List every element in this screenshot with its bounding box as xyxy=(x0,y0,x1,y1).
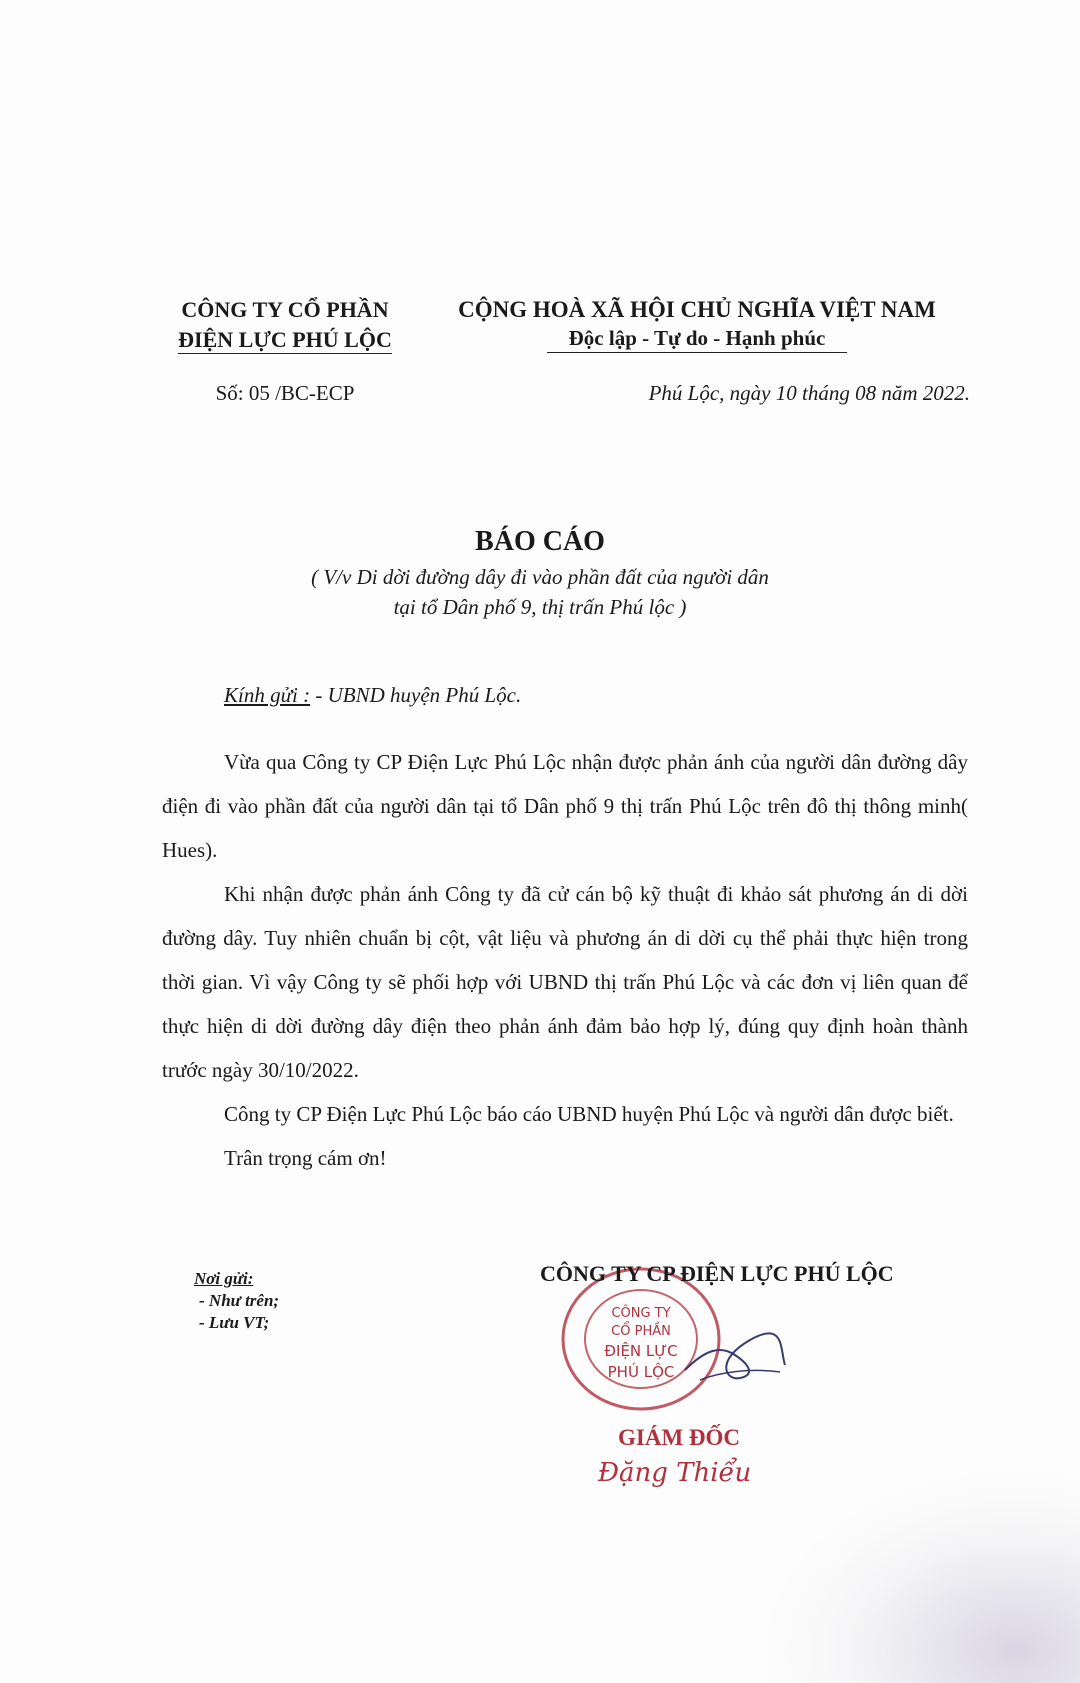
stamp-text-line: PHÚ LỘC xyxy=(607,1363,675,1381)
subtitle-line-1: ( V/v Di dời đường dây đi vào phần đất của người dân xyxy=(311,565,769,589)
recipient-line xyxy=(224,683,521,708)
body-paragraph: Khi nhận được phản ánh Công ty đã cử cán bộ kỹ thuật đi khảo sát phương án di dời đường dây. Tuy nhiên chuẩn bị cột, vật liệu và phương án di dời cụ thể phải thực hiện trong thời gian. Vì vậy Công ty sẽ phối hợp với UBND thị trấn Phú Lộc và các đơn vị liên quan để thực hiện di dời đường dây điện theo phản ánh đảm bảo hợp lý, đúng quy định hoàn thành trước ngày 30/10/2022. xyxy=(162,882,968,1082)
distribution-label: Nơi gửi: xyxy=(194,1269,254,1288)
document-subtitle xyxy=(0,562,1080,622)
photo-shadow xyxy=(760,1470,1080,1683)
distribution-item: - Như trên; xyxy=(199,1291,280,1310)
distribution-item: - Lưu VT; xyxy=(199,1313,270,1332)
stamp-text-line: CÔNG TY xyxy=(611,1306,671,1321)
organization-header xyxy=(150,295,420,355)
handwritten-signature xyxy=(680,1320,790,1390)
document-title: BÁO CÁO xyxy=(475,526,605,557)
recipient-label: Kính gửi : xyxy=(224,683,311,707)
body-text xyxy=(162,740,968,1180)
stamp-text-line: CỔ PHẦN xyxy=(611,1324,671,1339)
org-line-1: CÔNG TY CỔ PHẦN xyxy=(181,297,389,322)
national-header xyxy=(432,295,962,356)
recipient-value: - UBND huyện Phú Lộc. xyxy=(310,683,522,707)
signature-company: CÔNG TY CP ĐIỆN LỰC PHÚ LỘC xyxy=(540,1261,894,1286)
signer-name: Đặng Thiểu xyxy=(598,1458,752,1488)
document-date: Phú Lộc, ngày 10 tháng 08 năm 2022. xyxy=(648,381,970,405)
distribution-list xyxy=(194,1268,279,1334)
nation-motto: Độc lập - Tự do - Hạnh phúc xyxy=(547,325,848,353)
subtitle-line-2: tại tổ Dân phố 9, thị trấn Phú lộc ) xyxy=(393,595,687,619)
body-paragraph: Vừa qua Công ty CP Điện Lực Phú Lộc nhận được phản ánh của người dân đường dây điện đi vào phần đất của người dân tại tổ Dân phố 9 thị trấn Phú Lộc trên đô thị thông minh( Hues). xyxy=(162,750,968,862)
org-line-2: ĐIỆN LỰC PHÚ LỘC xyxy=(178,327,392,352)
document-number: Số: 05 /BC-ECP xyxy=(215,381,355,405)
signer-position: GIÁM ĐỐC xyxy=(618,1425,741,1450)
body-paragraph: Công ty CP Điện Lực Phú Lộc báo cáo UBND huyện Phú Lộc và người dân được biết. xyxy=(224,1102,954,1126)
closing-line: Trân trọng cám ơn! xyxy=(224,1146,387,1170)
stamp-text-line: ĐIỆN LỰC xyxy=(604,1342,678,1360)
nation-line-1: CỘNG HOÀ XÃ HỘI CHỦ NGHĨA VIỆT NAM xyxy=(458,297,936,322)
